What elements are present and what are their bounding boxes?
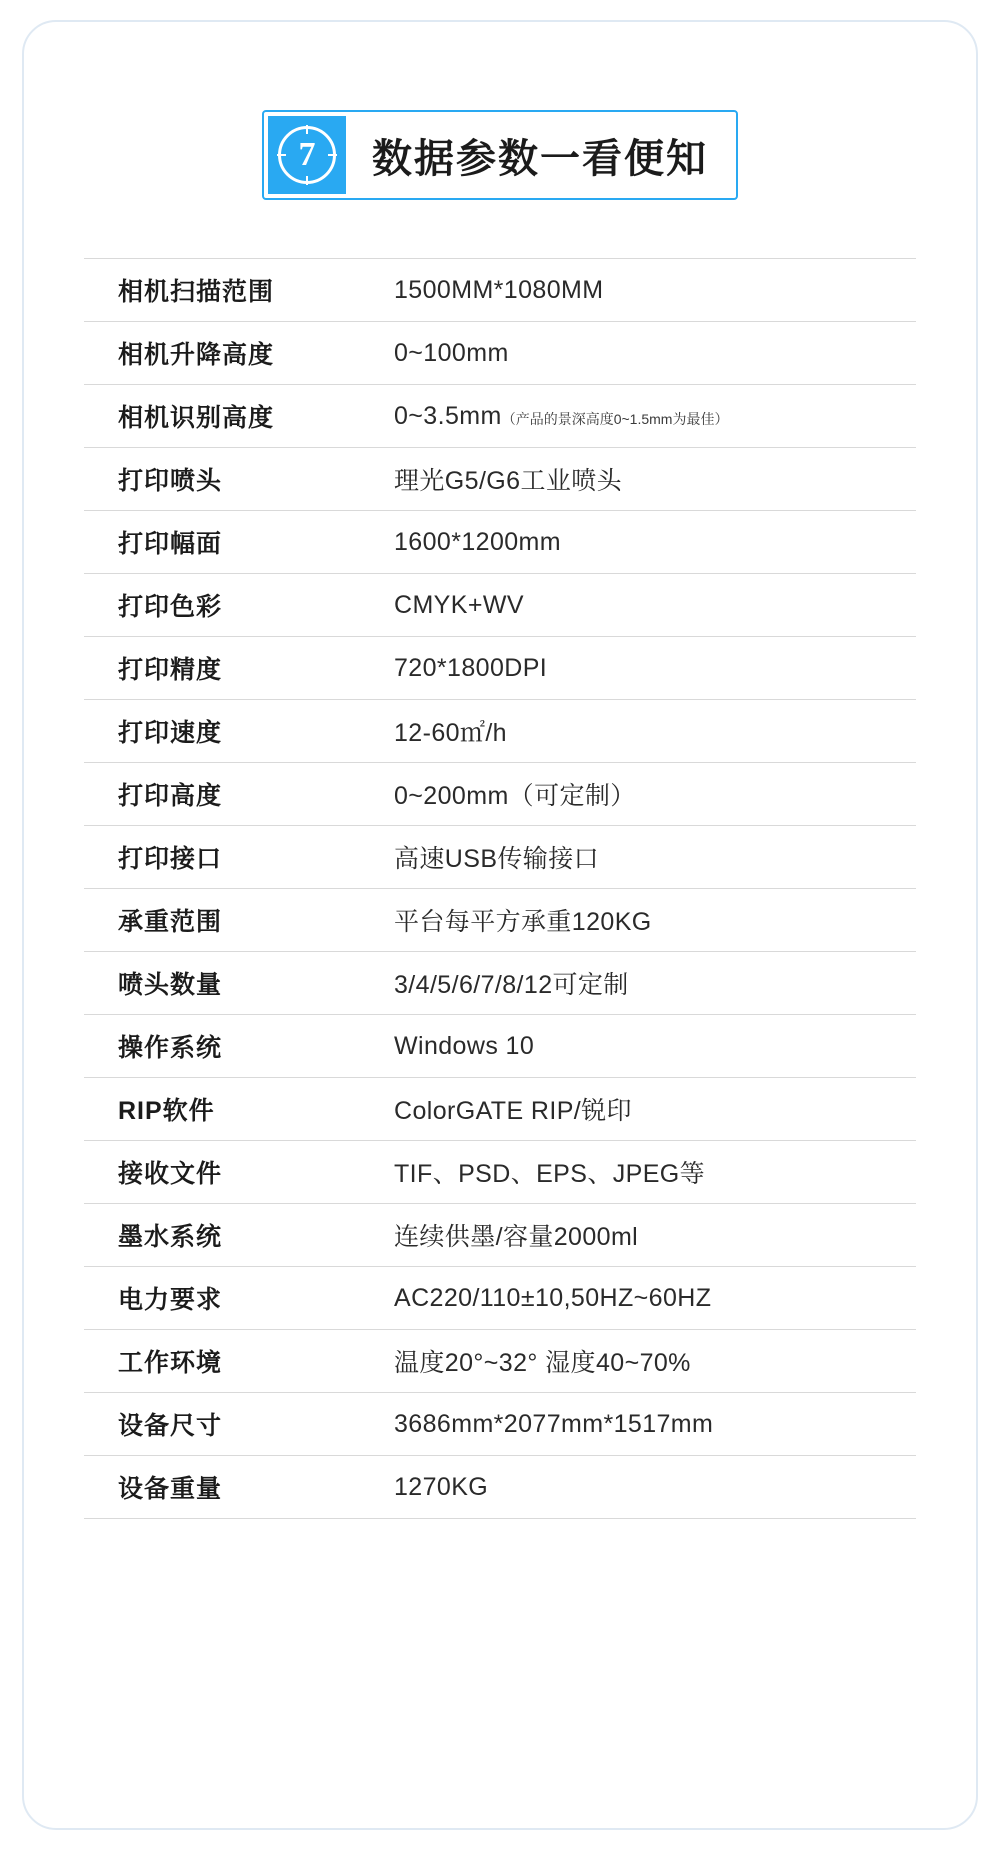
spec-label: 设备尺寸 bbox=[118, 1412, 223, 1440]
spec-value: 平台每平方承重120KG bbox=[394, 908, 652, 936]
table-row bbox=[84, 511, 916, 574]
spec-value: TIF、PSD、EPS、JPEG等 bbox=[394, 1160, 706, 1188]
spec-value: 720*1800DPI bbox=[394, 653, 548, 682]
crosshair-tick-right bbox=[328, 154, 337, 156]
spec-value: 连续供墨/容量2000ml bbox=[394, 1223, 639, 1251]
table-row bbox=[84, 322, 916, 385]
spec-value: 高速USB传输接口 bbox=[394, 845, 600, 873]
spec-label: 墨水系统 bbox=[118, 1223, 223, 1251]
spec-label: 接收文件 bbox=[118, 1160, 223, 1188]
spec-label: 承重范围 bbox=[118, 908, 223, 936]
spec-value: 0~100mm bbox=[394, 338, 509, 367]
spec-value: 3/4/5/6/7/8/12可定制 bbox=[394, 971, 629, 999]
spec-label: 喷头数量 bbox=[118, 971, 223, 999]
spec-label: 打印幅面 bbox=[118, 530, 223, 558]
spec-value: 1270KG bbox=[394, 1472, 489, 1501]
table-row bbox=[84, 826, 916, 889]
section-title: 数据参数一看便知 bbox=[372, 136, 708, 181]
spec-value: AC220/110±10,50HZ~60HZ bbox=[394, 1283, 712, 1312]
header-banner bbox=[262, 110, 738, 200]
spec-label: RIP软件 bbox=[118, 1097, 215, 1125]
table-row bbox=[84, 637, 916, 700]
table-row bbox=[84, 448, 916, 511]
spec-value: 12-60㎡/h bbox=[394, 719, 507, 747]
spec-value: 0~200mm（可定制） bbox=[394, 782, 636, 810]
spec-label: 相机识别高度 bbox=[118, 404, 275, 432]
spec-label: 工作环境 bbox=[118, 1349, 223, 1377]
content-card bbox=[22, 20, 978, 1830]
table-row bbox=[84, 1456, 916, 1519]
table-row bbox=[84, 1330, 916, 1393]
table-row bbox=[84, 385, 916, 448]
spec-value: 1500MM*1080MM bbox=[394, 275, 604, 304]
spec-label: 操作系统 bbox=[118, 1034, 223, 1062]
spec-value: 理光G5/G6工业喷头 bbox=[394, 467, 623, 495]
spec-value: 1600*1200mm bbox=[394, 527, 562, 556]
table-row bbox=[84, 889, 916, 952]
spec-value bbox=[384, 385, 916, 448]
spec-value: CMYK+WV bbox=[394, 590, 524, 619]
spec-value: ColorGATE RIP/锐印 bbox=[394, 1097, 632, 1125]
crosshair-tick-left bbox=[277, 154, 286, 156]
spec-value-main: 0~3.5mm bbox=[394, 401, 502, 430]
spec-label: 相机扫描范围 bbox=[118, 278, 275, 306]
spec-value: 温度20°~32° 湿度40~70% bbox=[394, 1349, 691, 1377]
table-row bbox=[84, 1078, 916, 1141]
spec-value: 3686mm*2077mm*1517mm bbox=[394, 1409, 714, 1438]
table-row bbox=[84, 1204, 916, 1267]
table-row bbox=[84, 1393, 916, 1456]
spec-label: 打印速度 bbox=[118, 719, 223, 747]
spec-label: 打印喷头 bbox=[118, 467, 223, 495]
section-header bbox=[84, 110, 916, 200]
table-row bbox=[84, 1267, 916, 1330]
spec-label: 相机升降高度 bbox=[118, 341, 275, 369]
table-row bbox=[84, 1015, 916, 1078]
table-row bbox=[84, 763, 916, 826]
spec-label: 打印精度 bbox=[118, 656, 223, 684]
table-row bbox=[84, 1141, 916, 1204]
spec-label: 设备重量 bbox=[118, 1475, 223, 1503]
spec-value: Windows 10 bbox=[394, 1031, 535, 1060]
spec-label: 打印高度 bbox=[118, 782, 223, 810]
table-row bbox=[84, 259, 916, 322]
spec-table-body bbox=[84, 259, 916, 1519]
section-number-badge bbox=[268, 116, 346, 194]
spec-value-note: （产品的景深高度0~1.5mm为最佳） bbox=[501, 410, 729, 427]
table-row bbox=[84, 952, 916, 1015]
spec-label: 电力要求 bbox=[118, 1286, 223, 1314]
spec-label: 打印接口 bbox=[118, 845, 223, 873]
specifications-table bbox=[84, 258, 916, 1519]
spec-label: 打印色彩 bbox=[118, 593, 223, 621]
badge-number: 7 bbox=[278, 126, 336, 184]
table-row bbox=[84, 700, 916, 763]
table-row bbox=[84, 574, 916, 637]
